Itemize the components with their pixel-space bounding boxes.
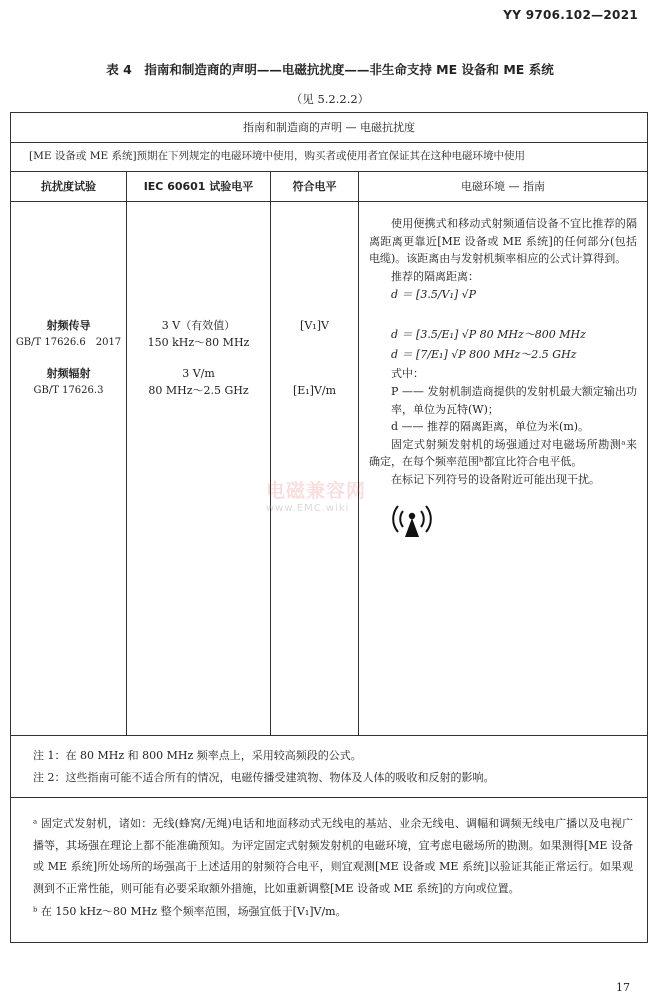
non-ionizing-radiation-icon — [369, 497, 637, 547]
guidance-paragraph: 在标记下列符号的设备附近可能出现干扰。 — [391, 472, 600, 486]
formula-radiated-high: d ＝ [7/E₁] √P 800 MHz～2.5 GHz — [391, 348, 577, 362]
column-rule — [358, 171, 359, 735]
watermark-text: 电磁兼容网 — [266, 480, 367, 502]
test-standard: GB/T 17626.3 — [33, 385, 104, 396]
standard-number: YY 9706.102—2021 — [503, 8, 638, 22]
level-range: 80 MHz～2.5 GHz — [148, 384, 249, 397]
test-radiated-rf — [11, 365, 126, 399]
level-value: 3 V（有效值） — [161, 319, 236, 332]
note-1: 注 1：在 80 MHz 和 800 MHz 频率点上，采用较高频段的公式。 — [33, 749, 362, 762]
guidance-paragraph: 推荐的隔离距离： — [391, 269, 479, 283]
test-name: 射频传导 — [46, 319, 91, 332]
table-rule — [11, 171, 647, 172]
notes-section — [33, 745, 633, 789]
footnote-a: ᵃ 固定式发射机，诸如：无线(蜂窝/无绳)电话和地面移动式无线电的基站、业余无线电、调幅和调频无线电广播以及电视广播等，其场强在理论上都不能准确预知。为评定固定式射频发射机的电磁环境，宜考虑电磁场所的勘测。如果测得[ME 设备或 ME 系统]所处场所的场强高于上述适用的射频符合电平，则宜观测[ME 设备或 ME 系统]以验证其能正常运行。如果观测到不正常性能，则可能有必要采取额外措施，比如重新调整[ME 设备或 ME 系统]的方向或位置。 — [33, 817, 633, 895]
formula-conducted: d ＝ [3.5/V₁] √P — [391, 288, 477, 302]
table-rule — [11, 735, 647, 736]
definition-p: P —— 发射机制造商提供的发射机最大额定输出功率，单位为瓦特(W)； — [391, 384, 637, 416]
intended-use-statement: [ME 设备或 ME 系统]预期在下列规定的电磁环境中使用，购买者或使用者宜保证其在这种电磁环境中使用 — [29, 150, 526, 162]
formula-radiated-low: d ＝ [3.5/E₁] √P 80 MHz～800 MHz — [391, 328, 586, 342]
page-number: 17 — [616, 981, 630, 994]
compliance-radiated: [E₁]V/m — [292, 384, 337, 397]
table-rule — [11, 201, 647, 202]
footnote-b: ᵇ 在 150 kHz～80 MHz 整个频率范围，场强宜低于[V₁]V/m。 — [33, 905, 347, 918]
test-name: 射频辐射 — [46, 367, 91, 380]
footnotes-section — [33, 813, 633, 923]
column-header-guidance: 电磁环境 — 指南 — [461, 180, 545, 193]
test-conducted-rf — [11, 317, 126, 351]
where-label: 式中： — [391, 367, 424, 381]
guidance-paragraph: 固定式射频发射机的场强通过对电磁场所勘测ᵃ来确定，在每个频率范围ᵇ都宜比符合电平低。 — [369, 437, 637, 469]
column-header-iec-level: IEC 60601 试验电平 — [143, 180, 254, 193]
table-rule — [11, 797, 647, 798]
column-header-test: 抗扰度试验 — [41, 180, 96, 193]
column-rule — [270, 171, 271, 735]
compliance-conducted: [V₁]V — [300, 319, 329, 332]
iec-level-conducted — [127, 317, 270, 351]
table-rule — [11, 142, 647, 143]
table-title: 表 4 指南和制造商的声明——电磁抗扰度——非生命支持 ME 设备和 ME 系统 — [106, 62, 554, 77]
column-header-compliance: 符合电平 — [292, 180, 337, 193]
column-rule — [126, 171, 127, 735]
table-reference: （见 5.2.2.2） — [290, 92, 370, 106]
guidance-text — [369, 215, 637, 547]
immunity-table — [10, 112, 648, 943]
note-2: 注 2：这些指南可能不适合所有的情况，电磁传播受建筑物、物体及人体的吸收和反射的影响。 — [33, 771, 495, 784]
definition-d: d —— 推荐的隔离距离，单位为米(m)。 — [391, 420, 590, 434]
level-range: 150 kHz～80 MHz — [147, 336, 250, 349]
iec-level-radiated — [127, 365, 270, 399]
watermark-url: www.EMC.wiki — [266, 503, 350, 514]
test-standard: GB/T 17626.6 2017 — [15, 337, 122, 348]
guidance-paragraph: 使用便携式和移动式射频通信设备不宜比推荐的隔离距离更靠近[ME 设备或 ME 系统]的任何部分(包括电缆)。该距离由与发射机频率相应的公式计算得到。 — [369, 217, 637, 266]
declaration-heading: 指南和制造商的声明 — 电磁抗扰度 — [243, 121, 415, 134]
level-value: 3 V/m — [182, 367, 215, 380]
